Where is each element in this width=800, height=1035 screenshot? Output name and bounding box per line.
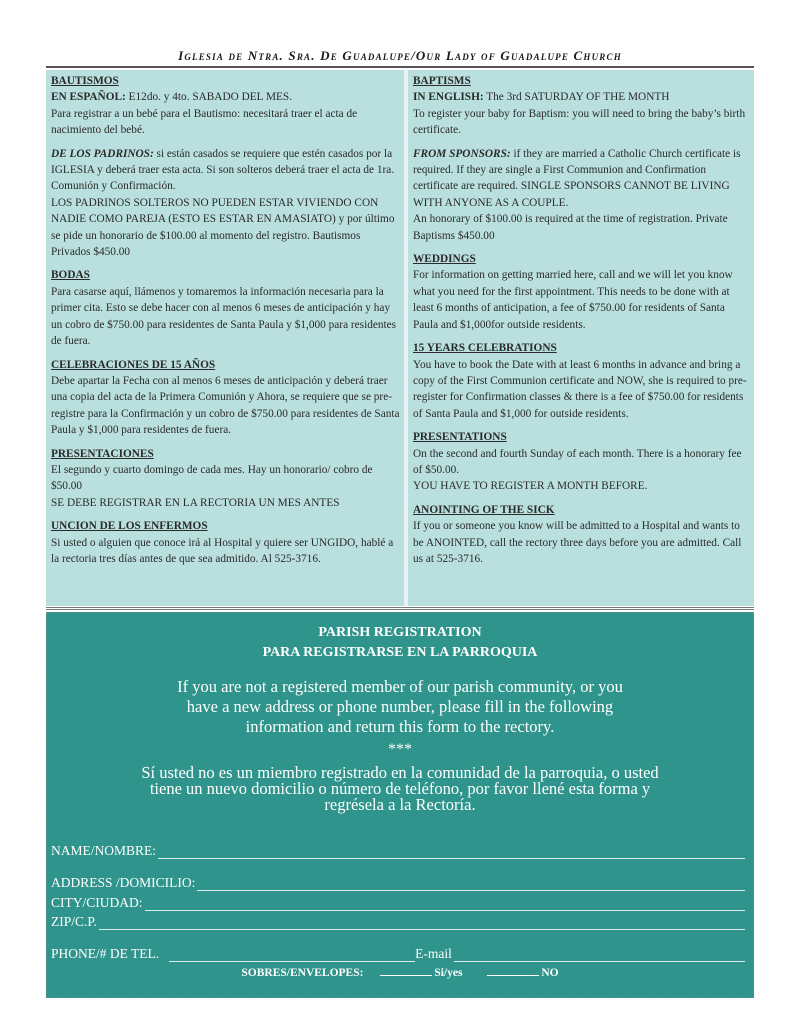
section-heading: BODAS (51, 269, 90, 282)
phone-label: PHONE/# DE TEL. (51, 946, 160, 961)
lead-label: IN ENGLISH: (413, 91, 484, 104)
lead-label: DE LOS PADRINOS: (51, 147, 154, 160)
section-body-note: SE DEBE REGISTRAR EN LA RECTORIA UN MES ANTES (51, 496, 340, 509)
instructions-en: If you are not a registered member of our parish community, or you have a new address or phone number, please fill in the following information and return this form to the rectory. (177, 677, 623, 736)
name-input-line[interactable] (158, 846, 745, 859)
envelopes-label: SOBRES/ENVELOPES: (241, 967, 364, 979)
section-heading: 15 YEARS CELEBRATIONS (413, 342, 557, 355)
lead-label: EN ESPAÑOL: (51, 91, 126, 104)
section-heading: BAPTISMS (413, 75, 471, 87)
zip-input-line[interactable] (99, 917, 745, 930)
email-label: E-mail (415, 946, 452, 961)
section-fifteen (413, 340, 750, 422)
lead-label: FROM SPONSORS: (413, 147, 511, 160)
section-divider (46, 607, 754, 610)
separator-stars: *** (388, 741, 412, 758)
header-divider (46, 66, 754, 68)
section-quince (51, 357, 400, 439)
section-heading: ANOINTING OF THE SICK (413, 503, 555, 516)
instructions-es: Sí usted no es un miembro registrado en la comunidad de la parroquia, o usted tiene un nuevo domicilio o número de teléfono, por favor llené esta forma y regrésela a la Rectoría. (141, 763, 659, 814)
section-body: On the second and fourth Sunday of each month. There is a honorary fee of $50.00. (413, 447, 742, 476)
section-body: If you or someone you know will be admitted to a Hospital and wants to be ANOINTED, call the rectory three days before you are admitted. Call us at 525-3716. (413, 520, 742, 565)
phone-email-row (51, 946, 745, 962)
section-heading: UNCION DE LOS ENFERMOS (51, 520, 208, 533)
section-body: LOS PADRINOS SOLTEROS NO PUEDEN ESTAR VIVIENDO CON NADIE COMO PAREJA (ESTO ES ESTAR EN AMASIATO) y por último se pide un honorario de $100.00 al momento del registro. Bautismos Privados $450.00 (51, 196, 395, 259)
address-input-line[interactable] (197, 878, 745, 891)
section-body: For information on getting married here, call and we will let you know what you need for the first appointment. This needs to be done with at least 6 months of anticipation, a fee of $750.00 for residents of Santa Paula and $1,000for outside residents. (413, 269, 733, 331)
section-anointing (413, 502, 750, 568)
section-heading: PRESENTACIONES (51, 447, 154, 460)
section-heading: PRESENTATIONS (413, 431, 507, 444)
envelopes-row (47, 965, 753, 979)
section-padrinos (51, 146, 400, 261)
section-bautismos (51, 73, 400, 139)
section-body: To register your baby for Baptism: you will need to bring the baby’s birth certificate. (413, 107, 746, 137)
address-field[interactable] (51, 875, 745, 891)
section-uncion (51, 518, 400, 567)
section-body: Debe apartar la Fecha con al menos 6 meses de anticipación y deberá traer una copia del acta de la Primera Comunión y Ahora, se requiere que se pre-registre para la Confirmación y un cobro de $750.00 para residentes de Santa Paula y $1,000 para residentes de fuera. (51, 374, 400, 437)
church-title: Iglesia de Ntra. Sra. De Guadalupe/Our Lady of Guadalupe Church (178, 48, 622, 63)
section-heading: WEDDINGS (413, 253, 476, 266)
lead-text: The 3rd SATURDAY OF THE MONTH (483, 91, 670, 104)
phone-input-line[interactable] (169, 949, 415, 962)
zip-label: ZIP/C.P. (51, 914, 97, 929)
lead-text: if they are married a Catholic Church certificate is required. If they are single a First Communion and Confirmation certificate are required. SINGLE SPONSORS CANNOT BE LIVING WITH ANYONE AS A COUPLE. (413, 147, 741, 209)
section-weddings (413, 251, 750, 333)
zip-field[interactable] (51, 914, 745, 930)
registration-title-en: PARISH REGISTRATION (318, 625, 482, 640)
section-sponsors (413, 146, 750, 244)
section-body: An honorary of $100.00 is required at the time of registration. Private Baptisms $450.00 (413, 213, 728, 242)
email-input-line[interactable] (454, 949, 745, 962)
section-body-note: YOU HAVE TO REGISTER A MONTH BEFORE. (413, 480, 648, 493)
section-body: Para registrar a un bebé para el Bautismo: necesitará traer el acta de nacimiento del bebé. (51, 107, 358, 137)
section-heading: CELEBRACIONES DE 15 AÑOS (51, 358, 216, 371)
section-presentations (413, 429, 750, 495)
section-body: Si usted o alguien que conoce irá al Hospital y quiere ser UNGIDO, hablé a la rectoria tres días antes de que sea admitido. Al 525-3716. (51, 536, 394, 565)
name-field[interactable] (51, 843, 745, 859)
section-heading: BAUTISMOS (51, 75, 119, 87)
envelopes-no-blank[interactable] (487, 965, 539, 976)
spanish-column (46, 70, 404, 606)
section-presentaciones (51, 446, 400, 512)
envelopes-yes-blank[interactable] (380, 965, 432, 976)
parish-registration-form (46, 612, 754, 998)
city-label: CITY/CIUDAD: (51, 895, 143, 910)
section-body: El segundo y cuarto domingo de cada mes. Hay un honorario/ cobro de $50.00 (51, 463, 373, 493)
section-body: You have to book the Date with at least 6 months in advance and bring a copy of the First Communion certificate and NOW, she is required to pre-register for Confirmation classes & there is a fee of $750.00 for residents of Santa Paula and $1,000 for outside residents. (413, 358, 747, 420)
lead-text: si están casados se requiere que estén casados por la IGLESIA y deberá traer esta acta. Si son solteros deberá traer el acta de 1ra. Comunión y Confirmación. (51, 147, 395, 193)
lead-text: E12do. y 4to. SABADO DEL MES. (125, 91, 293, 104)
section-bodas (51, 267, 400, 349)
city-field[interactable] (51, 895, 745, 911)
section-baptisms (413, 73, 750, 139)
english-column (408, 70, 754, 606)
city-input-line[interactable] (145, 898, 746, 911)
address-label: ADDRESS /DOMICILIO: (51, 875, 196, 890)
section-body: Para casarse aquí, llámenos y tomaremos la información necesaria para la primer cita. Esto se debe hacer con al menos 6 meses de anticipación y hay un cobro de $750.00 para residentes de Santa Paula y $1,000 para residentes de fuera. (51, 285, 397, 348)
envelopes-no-label: NO (541, 967, 559, 979)
name-label: NAME/NOMBRE: (51, 843, 157, 858)
registration-title-es: PARA REGISTRARSE EN LA PARROQUIA (262, 645, 538, 660)
envelopes-yes-label: Si/yes (434, 967, 463, 979)
